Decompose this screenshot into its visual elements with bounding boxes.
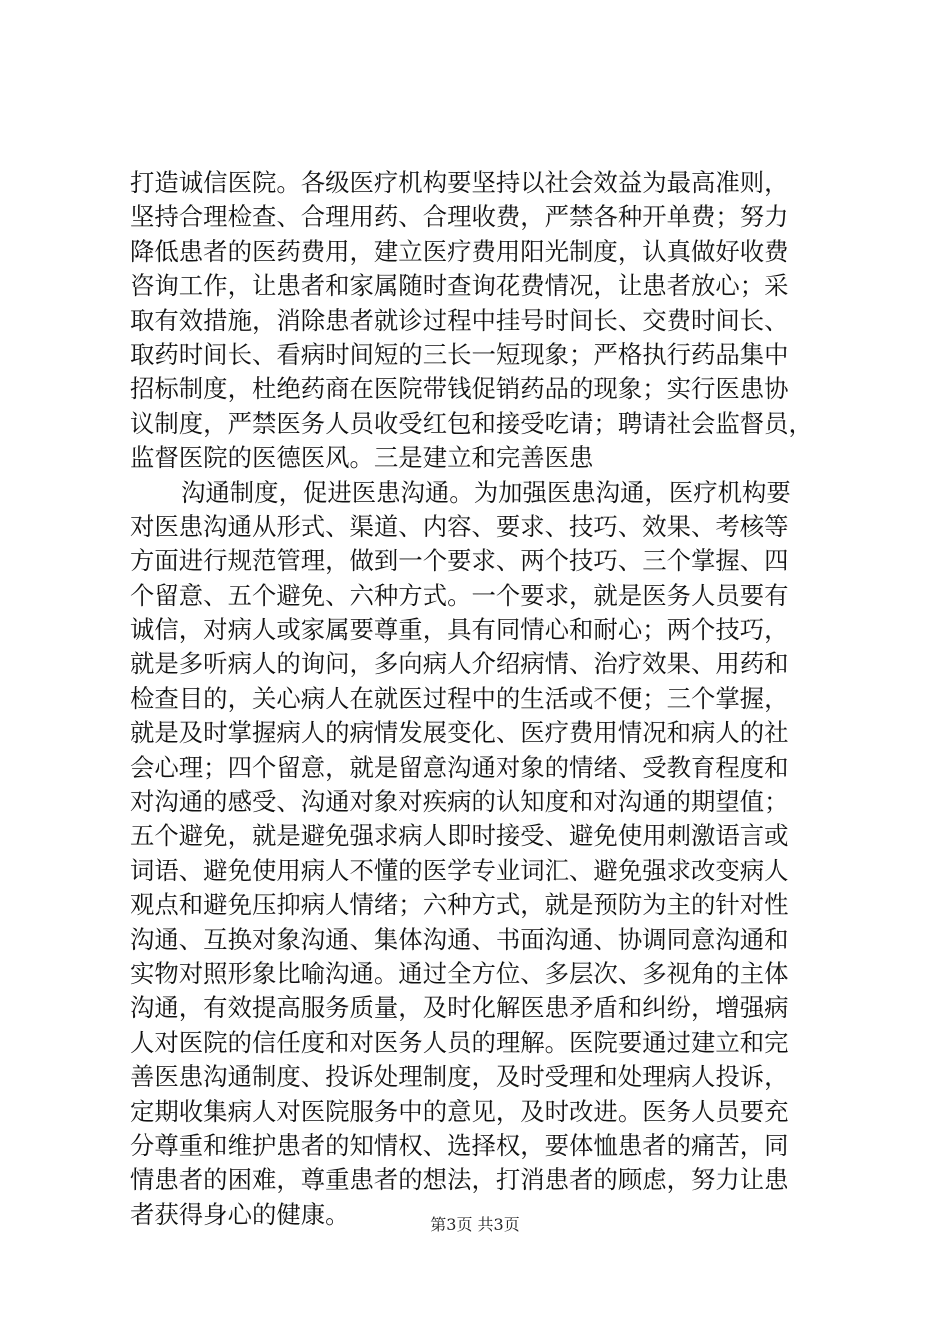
text-line: 对医患沟通从形式、渠道、内容、要求、技巧、效果、考核等 [130,511,789,541]
text-line: 招标制度，杜绝药商在医院带钱促销药品的现象；实行医患协 [130,374,789,404]
text-line: 词语、避免使用病人不懂的医学专业词汇、避免强求改变病人 [130,855,789,885]
text-line: 就是及时掌握病人的病情发展变化、医疗费用情况和病人的社 [130,718,789,748]
text-line: 五个避免，就是避免强求病人即时接受、避免使用刺激语言或 [130,821,789,851]
text-line: 观点和避免压抑病人情绪；六种方式，就是预防为主的针对性 [130,890,789,920]
text-line: 监督医院的医德医风。三是建立和完善医患 [130,443,594,473]
text-line: 诚信，对病人或家属要尊重，具有同情心和耐心；两个技巧， [130,615,789,645]
text-line: 个留意、五个避免、六种方式。一个要求，就是医务人员要有 [130,580,789,610]
text-line: 降低患者的医药费用，建立医疗费用阳光制度，认真做好收费 [130,236,789,266]
body-text [130,166,830,1232]
page-footer: 第3页 共3页 [430,1215,520,1234]
text-line: 分尊重和维护患者的知情权、选择权，要体恤患者的痛苦，同 [130,1130,789,1160]
text-line: 方面进行规范管理，做到一个要求、两个技巧、三个掌握、四 [130,546,789,576]
text-line: 坚持合理检查、合理用药、合理收费，严禁各种开单费；努力 [130,202,789,232]
text-line: 者获得身心的健康。 [130,1199,350,1229]
text-line: 定期收集病人对医院服务中的意见，及时改进。医务人员要充 [130,1096,789,1126]
text-line: 人对医院的信任度和对医务人员的理解。医院要通过建立和完 [130,1027,789,1057]
text-line: 对沟通的感受、沟通对象对疾病的认知度和对沟通的期望值； [130,787,789,817]
text-line: 沟通，有效提高服务质量，及时化解医患矛盾和纠纷，增强病 [130,993,789,1023]
text-line: 取药时间长、看病时间短的三长一短现象；严格执行药品集中 [130,339,789,369]
text-line: 议制度，严禁医务人员收受红包和接受吃请；聘请社会监督员， [130,408,813,438]
text-line: 善医患沟通制度、投诉处理制度，及时受理和处理病人投诉， [130,1062,789,1092]
text-line: 打造诚信医院。各级医疗机构要坚持以社会效益为最高准则， [130,168,789,197]
text-line: 沟通、互换对象沟通、集体沟通、书面沟通、协调同意沟通和 [130,924,789,954]
text-line: 取有效措施，消除患者就诊过程中挂号时间长、交费时间长、 [130,305,789,335]
text-line: 实物对照形象比喻沟通。通过全方位、多层次、多视角的主体 [130,958,789,988]
paragraph-start-line: 沟通制度，促进医患沟通。为加强医患沟通，医疗机构要 [181,477,791,507]
text-line: 会心理；四个留意，就是留意沟通对象的情绪、受教育程度和 [130,752,789,782]
text-line: 检查目的，关心病人在就医过程中的生活或不便；三个掌握， [130,683,789,713]
text-line: 情患者的困难，尊重患者的想法，打消患者的顾虑，努力让患 [130,1165,789,1195]
text-line: 就是多听病人的询问，多向病人介绍病情、治疗效果、用药和 [130,649,789,679]
text-line: 咨询工作，让患者和家属随时查询花费情况，让患者放心；采 [130,271,789,301]
